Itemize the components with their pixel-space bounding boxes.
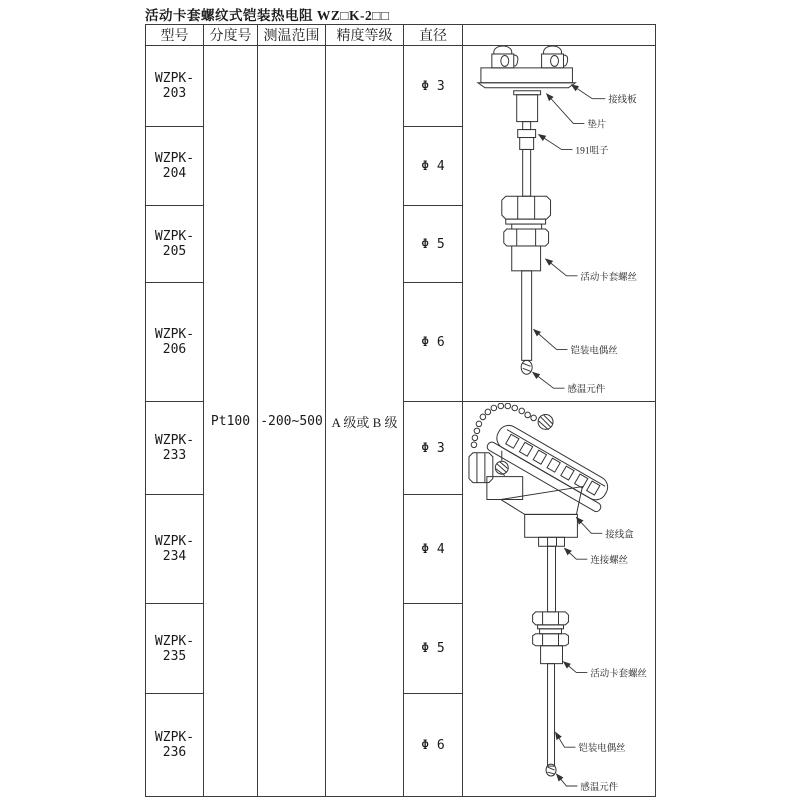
label-ferrule-screw: 活动卡套螺丝 [590, 669, 647, 680]
diameter-cell: Φ 3 [404, 402, 463, 495]
label-washer: 垫片 [587, 120, 607, 131]
diagram-1-cell [463, 46, 656, 402]
spec-table [145, 24, 656, 797]
model-cell: WZPK-234 [146, 495, 204, 604]
label-nozzle: 191咀子 [575, 146, 609, 157]
label-sensing-element: 感温元件 [580, 782, 619, 793]
diameter-cell: Φ 6 [404, 694, 463, 797]
probe-outline [478, 46, 575, 374]
header-row [146, 25, 656, 46]
range-cell: -200~500 [258, 46, 326, 797]
col-header-diameter: 直径 [404, 25, 463, 46]
col-header-model: 型号 [146, 25, 204, 46]
col-header-range: 测温范围 [258, 25, 326, 46]
diameter-cell: Φ 3 [404, 46, 463, 127]
label-junction-box: 接线盒 [605, 529, 634, 540]
diagram-2-cell [463, 402, 656, 797]
label-terminal-board: 接线板 [608, 96, 637, 107]
diameter-cell: Φ 5 [404, 206, 463, 283]
label-sheathed-wire: 铠装电偶丝 [578, 743, 626, 754]
diameter-cell: Φ 6 [404, 283, 463, 402]
model-cell: WZPK-204 [146, 127, 204, 206]
probe-drawing-junction-box [463, 403, 655, 796]
label-ferrule-screw: 活动卡套螺丝 [580, 273, 638, 284]
probe-drawing-terminal-board [463, 46, 655, 400]
label-sensing-element: 感温元件 [567, 385, 606, 396]
graduation-cell: Pt100 [204, 46, 258, 797]
model-cell: WZPK-205 [146, 206, 204, 283]
col-header-graduation: 分度号 [204, 25, 258, 46]
table-row [146, 46, 656, 127]
head-outline [469, 403, 614, 776]
col-header-accuracy: 精度等级 [326, 25, 404, 46]
model-cell: WZPK-206 [146, 283, 204, 402]
model-cell: WZPK-236 [146, 694, 204, 797]
diameter-cell: Φ 5 [404, 604, 463, 694]
diameter-cell: Φ 4 [404, 127, 463, 206]
accuracy-cell: A 级或 B 级 [326, 46, 404, 797]
page-title: 活动卡套螺纹式铠装热电阻 WZ□K-2□□ [145, 8, 390, 23]
label-connecting-screw: 连接螺丝 [590, 555, 629, 566]
diameter-cell: Φ 4 [404, 495, 463, 604]
model-cell: WZPK-203 [146, 46, 204, 127]
col-header-diagram [463, 25, 656, 46]
model-cell: WZPK-233 [146, 402, 204, 495]
label-sheathed-wire: 铠装电偶丝 [570, 346, 618, 357]
model-cell: WZPK-235 [146, 604, 204, 694]
